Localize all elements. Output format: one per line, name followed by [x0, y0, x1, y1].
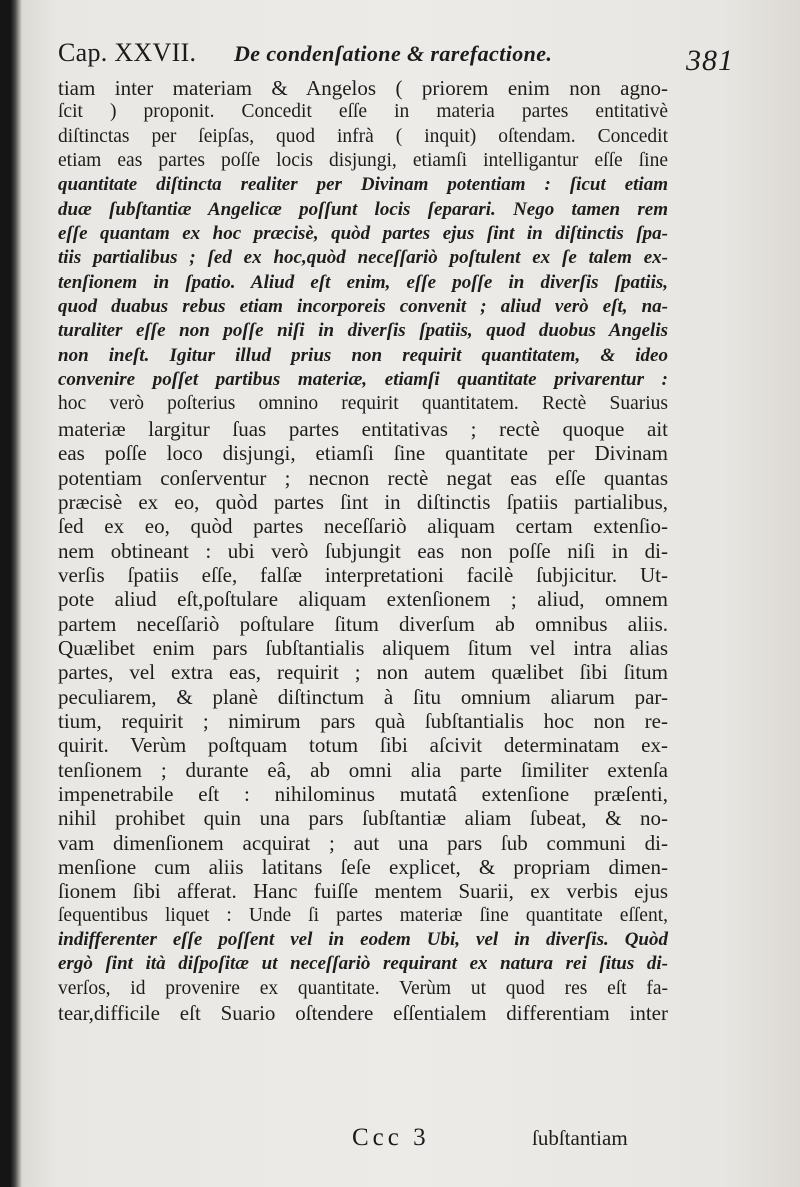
chapter-heading: Cap. XXVII.: [58, 38, 197, 67]
text-line: verſos, id provenire ex quantitate. Verùm ut quod res eſt fa-: [58, 977, 668, 999]
text-line: indifferenter eſſe poſſent vel in eodem Ubi, vel in diverſis. Quòd: [58, 929, 668, 951]
text-line: hoc verò poſterius omnino requirit quantitatem. Rectè Suarius: [58, 393, 668, 415]
text-line: non ineſt. Igitur illud prius non requirit quantitatem, & ideo: [58, 344, 668, 366]
text-line: tiam inter materiam & Angelos ( priorem enim non agno-: [58, 76, 668, 100]
text-line: partem neceſſariò poſtulare ſitum diverſum ab omnibus aliis.: [58, 611, 668, 636]
text-line: tenſionem ; durante eâ, ab omni alia parte ſimiliter extenſa: [58, 757, 668, 782]
chapter-title: De condenſatione & rarefactione.: [234, 41, 553, 66]
body-text-block: [58, 76, 668, 1025]
text-line: quantitate diſtincta realiter per Divinam potentiam : ſicut etiam: [58, 174, 668, 196]
text-line: partes, vel extra eas, requirit ; non autem quælibet ſibi ſitum: [58, 660, 668, 685]
text-line: eas poſſe loco disjungi, etiamſi ſine quantitate per Divinam: [58, 441, 668, 466]
text-line: tium, requirit ; nimirum pars quà ſubſtantialis hoc non re-: [58, 708, 668, 733]
text-line: convenire poſſet partibus materiæ, etiamſi quantitate privarentur :: [58, 369, 668, 391]
text-line: eſſe quantam ex hoc præcisè, quòd partes ejus ſint in diſtinctis ſpa-: [58, 223, 668, 245]
text-line: materiæ largitur ſuas partes entitativas ; rectè quoque ait: [58, 416, 668, 441]
text-line: duæ ſubſtantiæ Angelicæ poſſunt locis ſeparari. Nego tamen rem: [58, 198, 668, 220]
page-footer: [58, 1118, 658, 1158]
text-line: ergò ſint ità diſpoſitæ ut neceſſariò requirant ex natura rei ſitus di-: [58, 953, 668, 975]
text-line: turaliter eſſe non poſſe niſi in diverſis ſpatiis, quod duobus Angelis: [58, 320, 668, 342]
text-line: nem obtineant : ubi verò ſubjungit eas non poſſe niſi in di-: [58, 538, 668, 563]
signature-mark: Ccc 3: [352, 1124, 430, 1151]
binding-shadow: [10, 0, 22, 1187]
scanned-page: [10, 0, 800, 1187]
text-line: menſione cum aliis latitans ſeſe explicet, & propriam dimen-: [58, 855, 668, 879]
text-line: peculiarem, & planè diſtinctum à ſitu omnium aliarum par-: [58, 684, 668, 709]
text-line: ſcit ) proponit. Concedit eſſe in materia partes entitativè: [58, 101, 668, 123]
page-number: 381: [686, 44, 734, 77]
text-line: præcisè ex eo, quòd partes ſint in diſtinctis ſpatiis partialibus,: [58, 489, 668, 514]
text-line: Quælibet enim pars ſubſtantialis aliquem ſitum vel intra alias: [58, 635, 668, 660]
text-line: verſis ſpatiis eſſe, falſæ interpretationi facilè ſubjicitur. Ut-: [58, 562, 668, 587]
text-line: vam dimenſionem acquirat ; aut una pars ſub communi di-: [58, 830, 668, 855]
catchword: ſubſtantiam: [532, 1126, 628, 1150]
text-line: diſtinctas per ſeipſas, quod infrà ( inquit) oſtendam. Concedit: [58, 125, 668, 147]
text-line: tiis partialibus ; ſed ex hoc,quòd neceſſariò poſtulent ex ſe talem ex-: [58, 247, 668, 269]
text-line: pote aliud eſt,poſtulare aliquam extenſionem ; aliud, omnem: [58, 587, 668, 612]
text-line: ſed ex eo, quòd partes neceſſariò aliquam certam extenſio-: [58, 514, 668, 539]
text-line: potentiam conſerventur ; necnon rectè negat eas eſſe quantas: [58, 465, 668, 490]
text-line: tear,difficile eſt Suario oſtendere eſſentialem differentiam inter: [58, 1001, 668, 1026]
running-header: [58, 30, 758, 77]
text-line: quirit. Verùm poſtquam totum ſibi aſcivit determinatam ex-: [58, 733, 668, 758]
text-line: impenetrabile eſt : nihilominus mutatâ extenſione præſenti,: [58, 781, 668, 806]
text-line: tenſionem in ſpatio. Aliud eſt enim, eſſe poſſe in diverſis ſpatiis,: [58, 271, 668, 293]
text-line: ſionem ſibi afferat. Hanc fuiſſe mentem Suarii, ex verbis ejus: [58, 879, 668, 904]
text-line: etiam eas partes poſſe locis disjungi, etiamſi intelligantur eſſe ſine: [58, 150, 668, 172]
text-line: ſequentibus liquet : Unde ſi partes materiæ ſine quantitate eſſent,: [58, 904, 668, 926]
text-line: quod duabus rebus etiam incorporeis convenit ; aliud verò eſt, na-: [58, 296, 668, 318]
text-line: nihil prohibet quin una pars ſubſtantiæ aliam ſubeat, & no-: [58, 806, 668, 831]
